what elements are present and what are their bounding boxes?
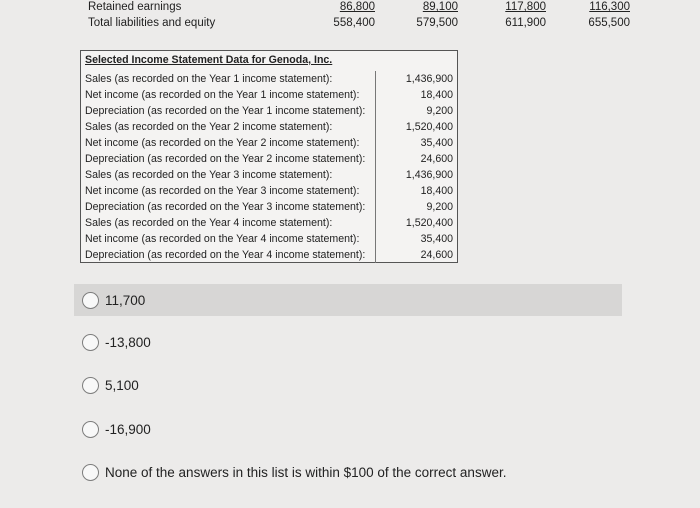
answer-option-3[interactable] bbox=[74, 369, 622, 401]
row-label: Sales (as recorded on the Year 2 income statement): bbox=[85, 119, 376, 135]
row-value: 1,520,400 bbox=[405, 121, 453, 133]
option-label: None of the answers in this list is within $100 of the correct answer. bbox=[105, 464, 507, 480]
radio-button[interactable] bbox=[82, 377, 99, 394]
row-value: 18,400 bbox=[420, 89, 453, 101]
retained-earnings-year3: 117,800 bbox=[505, 1, 546, 13]
total-liabilities-year1: 558,400 bbox=[333, 17, 375, 29]
radio-button[interactable] bbox=[82, 334, 99, 351]
option-label: -16,900 bbox=[105, 421, 151, 437]
radio-button[interactable] bbox=[82, 464, 99, 481]
table-row bbox=[81, 231, 457, 247]
income-statement-table bbox=[80, 50, 458, 263]
answer-option-2[interactable] bbox=[74, 326, 622, 358]
table-row bbox=[81, 135, 457, 151]
retained-earnings-year4: 116,300 bbox=[589, 1, 630, 13]
answer-option-5[interactable] bbox=[74, 456, 622, 488]
row-label: Sales (as recorded on the Year 1 income statement): bbox=[85, 71, 376, 87]
row-label: Net income (as recorded on the Year 3 income statement): bbox=[85, 183, 376, 199]
option-label: -13,800 bbox=[105, 334, 151, 350]
row-value: 35,400 bbox=[420, 233, 453, 245]
row-value: 24,600 bbox=[420, 249, 453, 261]
table-row bbox=[81, 151, 457, 167]
total-liabilities-year4: 655,500 bbox=[588, 17, 630, 29]
total-liabilities-year3: 611,900 bbox=[505, 17, 546, 29]
row-value: 1,520,400 bbox=[405, 217, 453, 229]
answer-option-1[interactable] bbox=[74, 284, 622, 316]
retained-earnings-year2: 89,100 bbox=[422, 1, 458, 13]
row-label: Sales (as recorded on the Year 3 income statement): bbox=[85, 167, 376, 183]
row-value: 35,400 bbox=[420, 137, 453, 149]
table-row bbox=[81, 71, 457, 87]
total-liabilities-label: Total liabilities and equity bbox=[88, 17, 216, 29]
row-value: 18,400 bbox=[420, 185, 453, 197]
answer-option-4[interactable] bbox=[74, 413, 622, 445]
option-label: 5,100 bbox=[105, 377, 139, 393]
radio-button[interactable] bbox=[82, 421, 99, 438]
option-label: 11,700 bbox=[105, 292, 146, 308]
balance-sheet-excerpt bbox=[0, 0, 700, 40]
retained-earnings-label: Retained earnings bbox=[88, 1, 182, 13]
row-value: 1,436,900 bbox=[405, 73, 453, 85]
row-value: 24,600 bbox=[420, 153, 453, 165]
retained-earnings-year1: 86,800 bbox=[339, 1, 375, 13]
row-value: 1,436,900 bbox=[405, 169, 453, 181]
table-row bbox=[81, 183, 457, 199]
row-value: 9,200 bbox=[426, 201, 453, 213]
row-label: Depreciation (as recorded on the Year 3 income statement): bbox=[85, 199, 376, 215]
table-row bbox=[81, 215, 457, 231]
row-label: Depreciation (as recorded on the Year 2 income statement): bbox=[85, 151, 376, 167]
table-row bbox=[81, 119, 457, 135]
table-row bbox=[81, 167, 457, 183]
table-row bbox=[81, 87, 457, 103]
row-label: Net income (as recorded on the Year 1 income statement): bbox=[85, 87, 376, 103]
row-label: Depreciation (as recorded on the Year 1 income statement): bbox=[85, 103, 376, 119]
radio-button[interactable] bbox=[82, 292, 99, 309]
row-value: 9,200 bbox=[426, 105, 453, 117]
table-row bbox=[81, 247, 457, 263]
total-liabilities-year2: 579,500 bbox=[416, 17, 458, 29]
row-label: Net income (as recorded on the Year 2 income statement): bbox=[85, 135, 376, 151]
table-row bbox=[81, 103, 457, 119]
table-title: Selected Income Statement Data for Genoda, Inc. bbox=[85, 54, 333, 66]
row-label: Net income (as recorded on the Year 4 income statement): bbox=[85, 231, 376, 247]
row-label: Depreciation (as recorded on the Year 4 income statement): bbox=[85, 247, 376, 263]
row-label: Sales (as recorded on the Year 4 income statement): bbox=[85, 215, 376, 231]
table-row bbox=[81, 199, 457, 215]
